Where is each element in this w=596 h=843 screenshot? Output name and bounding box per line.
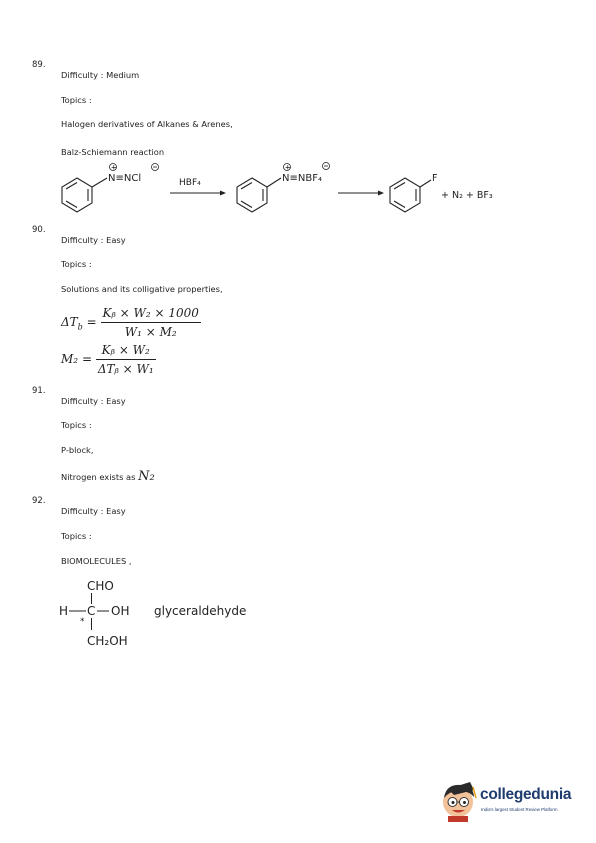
- topic-text: Halogen derivatives of Alkanes & Arenes,: [61, 119, 233, 129]
- reaction-arrow-icon: [338, 191, 384, 196]
- question-number: 90.: [32, 225, 46, 235]
- plus-charge-icon: [284, 164, 291, 172]
- reagent-label: HBF₄: [179, 178, 201, 188]
- equation-lhs: M₂: [61, 352, 79, 366]
- statement-text: Nitrogen exists as: [61, 472, 136, 482]
- byproducts-text: + N₂ + BF₃: [441, 190, 493, 201]
- chiral-center-marker: *: [80, 617, 85, 627]
- benzene-ring-product: [390, 178, 431, 212]
- topics-label: Topics :: [61, 95, 92, 105]
- mascot-icon: [440, 778, 480, 822]
- reaction-arrow-icon: [170, 191, 226, 196]
- equation-lhs: ΔT: [61, 315, 78, 329]
- glyceraldehyde-structure: [55, 574, 275, 654]
- difficulty-label: Difficulty : Easy: [61, 235, 126, 245]
- topic-text: P-block,: [61, 445, 94, 455]
- structure-top-group: CHO: [87, 579, 114, 593]
- brand-name: collegedunia: [480, 786, 572, 803]
- difficulty-label: Difficulty : Easy: [61, 396, 126, 406]
- molar-mass-equation: M₂ = $\frac{\text{Kᵦ × W₂}}{\text{ΔTᵦ × W₁}}$: [61, 343, 154, 376]
- plus-charge-icon: [110, 164, 117, 172]
- collegedunia-logo: [440, 778, 590, 824]
- balz-schiemann-reaction-scheme: [55, 158, 525, 218]
- equation-denominator: W₁ × M₂: [124, 325, 177, 339]
- svg-text:+: +: [284, 163, 291, 172]
- minus-charge-icon: [323, 163, 330, 170]
- brand-tagline: India's largest Student Review Platform: [481, 807, 558, 812]
- reactant-diazonium-group: N≡NCl: [108, 173, 142, 184]
- product-fluoro-group: F: [432, 173, 438, 184]
- topics-label: Topics :: [61, 420, 92, 430]
- structure-bottom-group: CH₂OH: [87, 634, 128, 648]
- question-number: 91.: [32, 386, 46, 396]
- statement-math: N₂: [138, 469, 155, 484]
- topic-text: Solutions and its colligative properties,: [61, 284, 223, 294]
- svg-text:+: +: [110, 163, 117, 172]
- equation-lhs-subscript: b: [77, 322, 83, 332]
- minus-charge-icon: [152, 164, 159, 171]
- benzene-ring-reactant: [62, 178, 107, 212]
- intermediate-diazonium-group: N≡NBF₄: [282, 173, 322, 184]
- boiling-point-elevation-equation: $\Delta T_b$ = $\frac{\text{Kᵦ × W₂ × 1000}}{\text{W₁ × M₂}}$: [61, 306, 199, 339]
- benzene-ring-intermediate: [237, 178, 281, 212]
- compound-name: glyceraldehyde: [154, 604, 247, 618]
- topic-text: BIOMOLECULES ,: [61, 556, 132, 566]
- difficulty-label: Difficulty : Easy: [61, 506, 126, 516]
- question-number: 89.: [32, 60, 46, 70]
- structure-right-group: OH: [111, 604, 130, 618]
- topics-label: Topics :: [61, 531, 92, 541]
- equation-numerator: Kᵦ × W₂ × 1000: [101, 306, 201, 323]
- structure-left-group: H: [59, 604, 69, 618]
- topics-label: Topics :: [61, 259, 92, 269]
- statement-line: [61, 469, 155, 484]
- difficulty-label: Difficulty : Medium: [61, 70, 140, 80]
- structure-center-atom: C: [87, 604, 96, 618]
- question-number: 92.: [32, 496, 46, 506]
- equation-denominator: ΔTᵦ × W₁: [97, 362, 154, 376]
- equation-numerator: Kᵦ × W₂: [96, 343, 156, 360]
- subtopic-text: Balz-Schiemann reaction: [61, 147, 165, 157]
